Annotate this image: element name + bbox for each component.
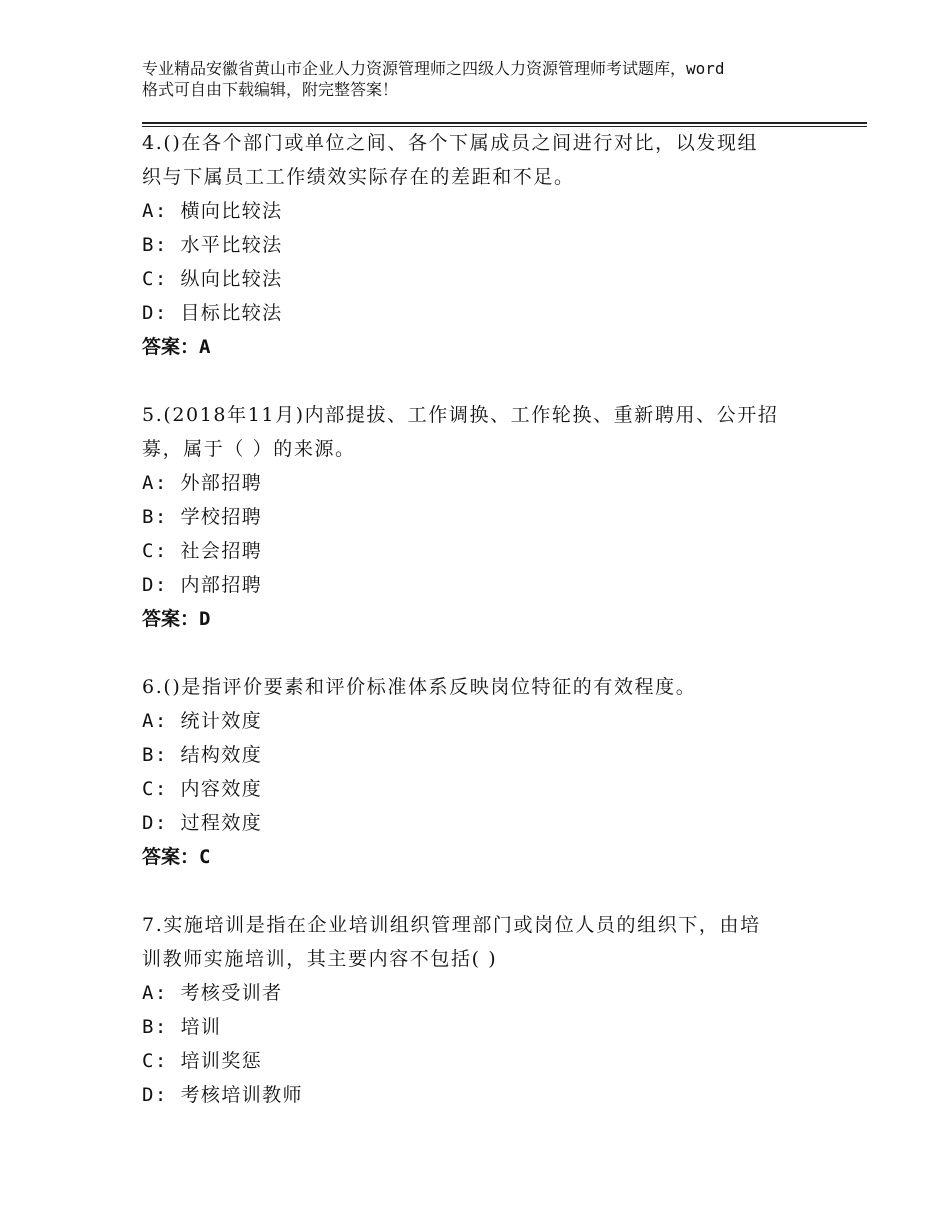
question-7 bbox=[142, 908, 842, 1112]
option-b: B: 学校招聘 bbox=[142, 506, 263, 528]
option-b: B: 结构效度 bbox=[142, 744, 263, 766]
option-d: D: 考核培训教师 bbox=[142, 1084, 303, 1106]
option-a: A: 统计效度 bbox=[142, 710, 263, 732]
document-header bbox=[142, 58, 842, 100]
header-rule-thick bbox=[142, 122, 867, 124]
option-c: C: 社会招聘 bbox=[142, 540, 263, 562]
question-6 bbox=[142, 670, 842, 874]
answer: 答案：D bbox=[142, 608, 211, 630]
spacer bbox=[142, 364, 842, 398]
answer: 答案：C bbox=[142, 846, 211, 868]
question-stem-line: 6.()是指评价要素和评价标准体系反映岗位特征的有效程度。 bbox=[142, 676, 697, 698]
spacer bbox=[142, 636, 842, 670]
question-4 bbox=[142, 126, 842, 364]
question-stem-line: 4.()在各个部门或单位之间、各个下属成员之间进行对比，以发现组 bbox=[142, 132, 759, 154]
option-a: A: 考核受训者 bbox=[142, 982, 283, 1004]
question-stem-line: 5.(2018年11月)内部提拔、工作调换、工作轮换、重新聘用、公开招 bbox=[142, 404, 779, 426]
question-5 bbox=[142, 398, 842, 636]
header-line-2: 格式可自由下载编辑，附完整答案！ bbox=[142, 80, 399, 99]
option-d: D: 过程效度 bbox=[142, 812, 263, 834]
option-d: D: 内部招聘 bbox=[142, 574, 263, 596]
option-b: B: 培训 bbox=[142, 1016, 222, 1038]
spacer bbox=[142, 874, 842, 908]
question-stem-line: 7.实施培训是指在企业培训组织管理部门或岗位人员的组织下，由培 bbox=[142, 914, 761, 936]
question-list bbox=[142, 126, 842, 1112]
option-d: D: 目标比较法 bbox=[142, 302, 283, 324]
question-stem-line: 募，属于（ ）的来源。 bbox=[142, 438, 356, 460]
option-a: A: 横向比较法 bbox=[142, 200, 283, 222]
question-stem-line: 训教师实施培训，其主要内容不包括( ) bbox=[142, 948, 498, 970]
option-a: A: 外部招聘 bbox=[142, 472, 263, 494]
answer: 答案：A bbox=[142, 336, 211, 358]
option-c: C: 纵向比较法 bbox=[142, 268, 283, 290]
header-line-1: 专业精品安徽省黄山市企业人力资源管理师之四级人力资源管理师考试题库，word bbox=[142, 59, 725, 78]
option-b: B: 水平比较法 bbox=[142, 234, 283, 256]
question-stem-line: 织与下属员工工作绩效实际存在的差距和不足。 bbox=[142, 166, 575, 188]
option-c: C: 培训奖惩 bbox=[142, 1050, 263, 1072]
option-c: C: 内容效度 bbox=[142, 778, 263, 800]
